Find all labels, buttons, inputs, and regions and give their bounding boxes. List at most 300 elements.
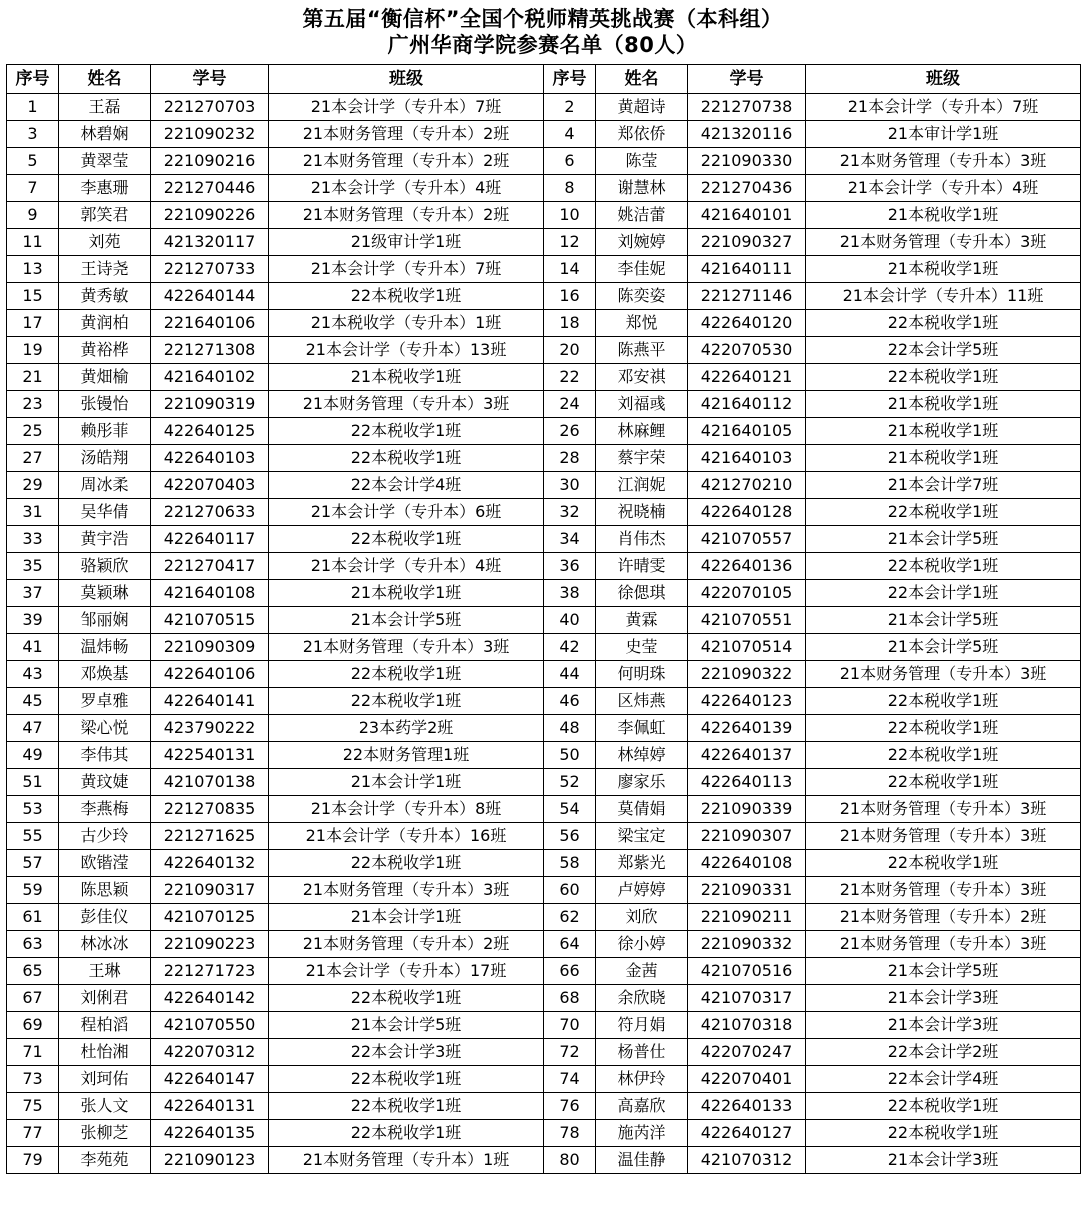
cell-name-right: 陈奕姿 — [596, 283, 688, 310]
table-row — [7, 688, 1081, 715]
cell-studentid-right: 422070105 — [688, 580, 806, 607]
cell-seq-left: 79 — [7, 1147, 59, 1174]
cell-seq-right: 44 — [544, 661, 596, 688]
table-row — [7, 634, 1081, 661]
cell-name-left: 程柏滔 — [59, 1012, 151, 1039]
cell-studentid-left: 421070125 — [151, 904, 269, 931]
cell-seq-right: 18 — [544, 310, 596, 337]
cell-name-left: 梁心悦 — [59, 715, 151, 742]
cell-name-right: 余欣晓 — [596, 985, 688, 1012]
table-row — [7, 904, 1081, 931]
cell-class-right: 21本会计学3班 — [806, 1147, 1081, 1174]
cell-name-left: 赖彤菲 — [59, 418, 151, 445]
cell-class-right: 22本税收学1班 — [806, 1120, 1081, 1147]
cell-seq-right: 68 — [544, 985, 596, 1012]
cell-studentid-right: 221270738 — [688, 94, 806, 121]
cell-seq-left: 59 — [7, 877, 59, 904]
cell-name-left: 欧锴滢 — [59, 850, 151, 877]
table-row — [7, 121, 1081, 148]
cell-seq-left: 39 — [7, 607, 59, 634]
cell-studentid-left: 221270446 — [151, 175, 269, 202]
cell-studentid-right: 221090211 — [688, 904, 806, 931]
cell-seq-right: 32 — [544, 499, 596, 526]
cell-class-left: 21本会计学（专升本）16班 — [269, 823, 544, 850]
cell-name-left: 邹丽娴 — [59, 607, 151, 634]
cell-name-left: 彭佳仪 — [59, 904, 151, 931]
table-row — [7, 445, 1081, 472]
cell-class-right: 22本会计学5班 — [806, 337, 1081, 364]
cell-class-left: 21本税收学1班 — [269, 580, 544, 607]
cell-studentid-left: 221090317 — [151, 877, 269, 904]
cell-class-right: 21本会计学5班 — [806, 634, 1081, 661]
cell-studentid-left: 221270703 — [151, 94, 269, 121]
table-row — [7, 931, 1081, 958]
cell-studentid-left: 422640117 — [151, 526, 269, 553]
cell-name-right: 陈燕平 — [596, 337, 688, 364]
cell-seq-right: 70 — [544, 1012, 596, 1039]
cell-name-right: 施芮洋 — [596, 1120, 688, 1147]
cell-studentid-left: 422640125 — [151, 418, 269, 445]
cell-name-left: 黄畑榆 — [59, 364, 151, 391]
cell-name-right: 祝晓楠 — [596, 499, 688, 526]
cell-studentid-left: 422070312 — [151, 1039, 269, 1066]
cell-studentid-left: 221090232 — [151, 121, 269, 148]
cell-class-right: 21本税收学1班 — [806, 202, 1081, 229]
cell-studentid-left: 421070138 — [151, 769, 269, 796]
cell-name-right: 黄霖 — [596, 607, 688, 634]
cell-name-left: 林碧娴 — [59, 121, 151, 148]
cell-studentid-left: 221270417 — [151, 553, 269, 580]
table-row — [7, 1120, 1081, 1147]
cell-seq-left: 53 — [7, 796, 59, 823]
cell-class-right: 21本税收学1班 — [806, 256, 1081, 283]
cell-class-left: 21本会计学5班 — [269, 1012, 544, 1039]
cell-studentid-right: 422070401 — [688, 1066, 806, 1093]
cell-seq-left: 47 — [7, 715, 59, 742]
table-row — [7, 391, 1081, 418]
cell-seq-left: 71 — [7, 1039, 59, 1066]
cell-seq-left: 3 — [7, 121, 59, 148]
cell-studentid-left: 422640141 — [151, 688, 269, 715]
cell-class-left: 22本税收学1班 — [269, 661, 544, 688]
cell-name-right: 谢慧林 — [596, 175, 688, 202]
cell-class-left: 21本会计学1班 — [269, 904, 544, 931]
cell-class-right: 22本税收学1班 — [806, 715, 1081, 742]
cell-studentid-right: 422640127 — [688, 1120, 806, 1147]
cell-name-right: 徐偲琪 — [596, 580, 688, 607]
cell-name-right: 梁宝定 — [596, 823, 688, 850]
table-header-row — [7, 65, 1081, 94]
cell-studentid-left: 221090309 — [151, 634, 269, 661]
cell-studentid-left: 221270633 — [151, 499, 269, 526]
cell-class-right: 22本税收学1班 — [806, 1093, 1081, 1120]
cell-studentid-right: 421640105 — [688, 418, 806, 445]
column-header-class-right: 班级 — [806, 65, 1081, 94]
cell-seq-left: 21 — [7, 364, 59, 391]
cell-class-left: 21级审计学1班 — [269, 229, 544, 256]
cell-class-right: 21本财务管理（专升本）3班 — [806, 823, 1081, 850]
table-row — [7, 850, 1081, 877]
cell-name-left: 陈思颖 — [59, 877, 151, 904]
cell-seq-left: 9 — [7, 202, 59, 229]
table-row — [7, 1039, 1081, 1066]
cell-name-right: 刘福彧 — [596, 391, 688, 418]
cell-studentid-left: 421320117 — [151, 229, 269, 256]
cell-studentid-left: 422640132 — [151, 850, 269, 877]
cell-seq-right: 4 — [544, 121, 596, 148]
cell-studentid-right: 421640101 — [688, 202, 806, 229]
cell-class-left: 21本财务管理（专升本）3班 — [269, 634, 544, 661]
cell-name-right: 李佳妮 — [596, 256, 688, 283]
cell-class-left: 21本财务管理（专升本）2班 — [269, 148, 544, 175]
table-row — [7, 94, 1081, 121]
cell-studentid-left: 221090319 — [151, 391, 269, 418]
cell-studentid-right: 421070318 — [688, 1012, 806, 1039]
cell-class-right: 22本税收学1班 — [806, 688, 1081, 715]
cell-name-left: 刘苑 — [59, 229, 151, 256]
cell-class-right: 21本会计学（专升本）11班 — [806, 283, 1081, 310]
cell-studentid-left: 221090223 — [151, 931, 269, 958]
cell-seq-left: 11 — [7, 229, 59, 256]
cell-name-right: 许晴雯 — [596, 553, 688, 580]
table-row — [7, 769, 1081, 796]
table-row — [7, 1147, 1081, 1174]
cell-name-right: 刘婉婷 — [596, 229, 688, 256]
cell-class-right: 21本税收学1班 — [806, 418, 1081, 445]
cell-studentid-left: 422640135 — [151, 1120, 269, 1147]
cell-seq-right: 8 — [544, 175, 596, 202]
cell-class-right: 21本财务管理（专升本）3班 — [806, 148, 1081, 175]
cell-studentid-right: 221271146 — [688, 283, 806, 310]
cell-name-right: 温佳静 — [596, 1147, 688, 1174]
cell-name-right: 郑紫光 — [596, 850, 688, 877]
cell-class-left: 21本会计学（专升本）8班 — [269, 796, 544, 823]
cell-name-right: 郑依侨 — [596, 121, 688, 148]
table-row — [7, 796, 1081, 823]
cell-seq-right: 24 — [544, 391, 596, 418]
cell-studentid-right: 421640103 — [688, 445, 806, 472]
cell-studentid-right: 421070514 — [688, 634, 806, 661]
cell-name-right: 邓安祺 — [596, 364, 688, 391]
cell-seq-left: 43 — [7, 661, 59, 688]
cell-seq-right: 50 — [544, 742, 596, 769]
cell-studentid-left: 422640103 — [151, 445, 269, 472]
cell-studentid-right: 221090327 — [688, 229, 806, 256]
cell-class-left: 23本药学2班 — [269, 715, 544, 742]
cell-name-left: 莫颖琳 — [59, 580, 151, 607]
column-header-class-left: 班级 — [269, 65, 544, 94]
cell-studentid-right: 422070530 — [688, 337, 806, 364]
table-row — [7, 1093, 1081, 1120]
table-row — [7, 202, 1081, 229]
cell-seq-left: 27 — [7, 445, 59, 472]
cell-name-left: 古少玲 — [59, 823, 151, 850]
cell-class-right: 21本会计学（专升本）4班 — [806, 175, 1081, 202]
cell-name-right: 姚洁蕾 — [596, 202, 688, 229]
participant-roster-table — [6, 64, 1081, 1174]
cell-class-left: 21本财务管理（专升本）1班 — [269, 1147, 544, 1174]
cell-seq-right: 28 — [544, 445, 596, 472]
cell-class-right: 21本税收学1班 — [806, 445, 1081, 472]
cell-seq-left: 49 — [7, 742, 59, 769]
cell-seq-right: 38 — [544, 580, 596, 607]
cell-studentid-left: 221270733 — [151, 256, 269, 283]
cell-studentid-right: 422640123 — [688, 688, 806, 715]
cell-seq-right: 60 — [544, 877, 596, 904]
table-row — [7, 148, 1081, 175]
cell-studentid-right: 422640108 — [688, 850, 806, 877]
cell-seq-right: 58 — [544, 850, 596, 877]
cell-name-left: 周冰柔 — [59, 472, 151, 499]
cell-studentid-left: 422640142 — [151, 985, 269, 1012]
cell-name-left: 李惠珊 — [59, 175, 151, 202]
cell-seq-right: 36 — [544, 553, 596, 580]
cell-name-right: 陈莹 — [596, 148, 688, 175]
document-title-block — [6, 6, 1079, 58]
cell-seq-right: 72 — [544, 1039, 596, 1066]
table-row — [7, 877, 1081, 904]
cell-name-left: 张镘怡 — [59, 391, 151, 418]
cell-seq-left: 23 — [7, 391, 59, 418]
cell-studentid-left: 221271723 — [151, 958, 269, 985]
cell-studentid-right: 221090339 — [688, 796, 806, 823]
cell-class-right: 21本会计学（专升本）7班 — [806, 94, 1081, 121]
cell-name-left: 郭笑君 — [59, 202, 151, 229]
table-row — [7, 715, 1081, 742]
cell-seq-right: 26 — [544, 418, 596, 445]
cell-name-right: 林麻鲤 — [596, 418, 688, 445]
cell-name-right: 莫倩娟 — [596, 796, 688, 823]
cell-studentid-right: 422070247 — [688, 1039, 806, 1066]
cell-class-left: 22本财务管理1班 — [269, 742, 544, 769]
cell-class-right: 22本税收学1班 — [806, 850, 1081, 877]
cell-class-right: 21本财务管理（专升本）3班 — [806, 229, 1081, 256]
table-row — [7, 310, 1081, 337]
cell-name-left: 林冰冰 — [59, 931, 151, 958]
cell-seq-left: 61 — [7, 904, 59, 931]
cell-class-right: 22本会计学2班 — [806, 1039, 1081, 1066]
cell-class-right: 22本税收学1班 — [806, 553, 1081, 580]
cell-seq-left: 63 — [7, 931, 59, 958]
cell-name-left: 李伟其 — [59, 742, 151, 769]
cell-seq-left: 17 — [7, 310, 59, 337]
cell-studentid-right: 422640136 — [688, 553, 806, 580]
cell-studentid-right: 421070317 — [688, 985, 806, 1012]
cell-studentid-right: 421070516 — [688, 958, 806, 985]
cell-class-left: 22本税收学1班 — [269, 526, 544, 553]
cell-seq-left: 55 — [7, 823, 59, 850]
cell-seq-right: 2 — [544, 94, 596, 121]
table-row — [7, 229, 1081, 256]
cell-seq-right: 10 — [544, 202, 596, 229]
cell-class-left: 22本税收学1班 — [269, 283, 544, 310]
cell-class-left: 22本税收学1班 — [269, 1120, 544, 1147]
cell-class-left: 21本会计学（专升本）4班 — [269, 553, 544, 580]
cell-name-right: 肖伟杰 — [596, 526, 688, 553]
cell-class-right: 21本财务管理（专升本）3班 — [806, 661, 1081, 688]
cell-class-left: 21本会计学（专升本）13班 — [269, 337, 544, 364]
cell-seq-right: 6 — [544, 148, 596, 175]
cell-class-right: 21本财务管理（专升本）3班 — [806, 931, 1081, 958]
cell-class-left: 21本财务管理（专升本）3班 — [269, 391, 544, 418]
table-row — [7, 526, 1081, 553]
cell-studentid-right: 421070312 — [688, 1147, 806, 1174]
cell-seq-right: 12 — [544, 229, 596, 256]
cell-seq-right: 62 — [544, 904, 596, 931]
cell-studentid-left: 221090216 — [151, 148, 269, 175]
cell-studentid-right: 421640112 — [688, 391, 806, 418]
cell-studentid-left: 421070515 — [151, 607, 269, 634]
cell-seq-right: 46 — [544, 688, 596, 715]
cell-studentid-left: 421640108 — [151, 580, 269, 607]
cell-studentid-left: 421070550 — [151, 1012, 269, 1039]
cell-seq-left: 69 — [7, 1012, 59, 1039]
page-subtitle: 广州华商学院参赛名单（80人） — [387, 33, 698, 57]
table-row — [7, 283, 1081, 310]
cell-class-right: 21本会计学7班 — [806, 472, 1081, 499]
cell-seq-left: 77 — [7, 1120, 59, 1147]
cell-studentid-left: 422540131 — [151, 742, 269, 769]
cell-name-left: 李苑苑 — [59, 1147, 151, 1174]
cell-studentid-right: 422640137 — [688, 742, 806, 769]
column-header-name-left: 姓名 — [59, 65, 151, 94]
cell-class-right: 22本税收学1班 — [806, 769, 1081, 796]
cell-studentid-right: 422640128 — [688, 499, 806, 526]
cell-studentid-left: 221090226 — [151, 202, 269, 229]
cell-seq-left: 35 — [7, 553, 59, 580]
cell-studentid-left: 422640131 — [151, 1093, 269, 1120]
cell-seq-left: 51 — [7, 769, 59, 796]
cell-class-left: 22本税收学1班 — [269, 1093, 544, 1120]
cell-class-left: 21本财务管理（专升本）2班 — [269, 931, 544, 958]
cell-name-left: 王磊 — [59, 94, 151, 121]
cell-class-left: 21本税收学1班 — [269, 364, 544, 391]
table-row — [7, 364, 1081, 391]
cell-class-right: 21本会计学5班 — [806, 607, 1081, 634]
cell-name-left: 黄玟婕 — [59, 769, 151, 796]
cell-studentid-left: 423790222 — [151, 715, 269, 742]
cell-name-right: 廖家乐 — [596, 769, 688, 796]
cell-class-left: 21本会计学（专升本）7班 — [269, 256, 544, 283]
cell-seq-right: 20 — [544, 337, 596, 364]
table-row — [7, 337, 1081, 364]
cell-name-right: 杨普仕 — [596, 1039, 688, 1066]
table-row — [7, 256, 1081, 283]
cell-class-left: 22本会计学4班 — [269, 472, 544, 499]
cell-studentid-left: 422640106 — [151, 661, 269, 688]
cell-class-right: 21本审计学1班 — [806, 121, 1081, 148]
cell-name-left: 李燕梅 — [59, 796, 151, 823]
cell-name-right: 何明珠 — [596, 661, 688, 688]
cell-studentid-right: 221090322 — [688, 661, 806, 688]
table-row — [7, 175, 1081, 202]
cell-studentid-right: 422640120 — [688, 310, 806, 337]
cell-seq-right: 64 — [544, 931, 596, 958]
cell-seq-left: 57 — [7, 850, 59, 877]
cell-seq-right: 34 — [544, 526, 596, 553]
table-row — [7, 499, 1081, 526]
cell-name-left: 罗卓雅 — [59, 688, 151, 715]
cell-seq-right: 40 — [544, 607, 596, 634]
cell-name-left: 张柳芝 — [59, 1120, 151, 1147]
cell-class-left: 21本财务管理（专升本）3班 — [269, 877, 544, 904]
cell-studentid-right: 421320116 — [688, 121, 806, 148]
cell-class-right: 22本税收学1班 — [806, 364, 1081, 391]
cell-name-left: 骆颖欣 — [59, 553, 151, 580]
cell-studentid-right: 422640113 — [688, 769, 806, 796]
cell-seq-left: 75 — [7, 1093, 59, 1120]
cell-seq-left: 73 — [7, 1066, 59, 1093]
cell-name-left: 黄宇浩 — [59, 526, 151, 553]
cell-seq-left: 19 — [7, 337, 59, 364]
cell-studentid-left: 422070403 — [151, 472, 269, 499]
cell-name-right: 史莹 — [596, 634, 688, 661]
cell-studentid-right: 422640121 — [688, 364, 806, 391]
cell-studentid-left: 221090123 — [151, 1147, 269, 1174]
cell-name-right: 林伊玲 — [596, 1066, 688, 1093]
cell-seq-left: 29 — [7, 472, 59, 499]
cell-class-left: 22本税收学1班 — [269, 1066, 544, 1093]
cell-name-right: 江润妮 — [596, 472, 688, 499]
cell-name-right: 区炜燕 — [596, 688, 688, 715]
table-row — [7, 661, 1081, 688]
cell-class-right: 22本会计学1班 — [806, 580, 1081, 607]
cell-seq-right: 48 — [544, 715, 596, 742]
cell-studentid-right: 421070557 — [688, 526, 806, 553]
cell-name-right: 林绰婷 — [596, 742, 688, 769]
cell-class-right: 21本会计学3班 — [806, 1012, 1081, 1039]
cell-seq-left: 7 — [7, 175, 59, 202]
cell-seq-left: 45 — [7, 688, 59, 715]
cell-class-right: 21本财务管理（专升本）2班 — [806, 904, 1081, 931]
cell-name-right: 李佩虹 — [596, 715, 688, 742]
cell-name-left: 黄翠莹 — [59, 148, 151, 175]
cell-class-left: 21本财务管理（专升本）2班 — [269, 121, 544, 148]
cell-class-left: 21本会计学（专升本）7班 — [269, 94, 544, 121]
cell-name-left: 吴华倩 — [59, 499, 151, 526]
cell-name-right: 郑悦 — [596, 310, 688, 337]
cell-name-right: 蔡宇荣 — [596, 445, 688, 472]
table-row — [7, 958, 1081, 985]
cell-name-left: 黄裕桦 — [59, 337, 151, 364]
cell-class-left: 22本税收学1班 — [269, 445, 544, 472]
cell-name-left: 黄秀敏 — [59, 283, 151, 310]
cell-seq-left: 31 — [7, 499, 59, 526]
cell-class-left: 21本会计学（专升本）17班 — [269, 958, 544, 985]
cell-class-right: 21本会计学5班 — [806, 958, 1081, 985]
cell-seq-right: 76 — [544, 1093, 596, 1120]
cell-studentid-right: 422640133 — [688, 1093, 806, 1120]
cell-class-right: 21本财务管理（专升本）3班 — [806, 877, 1081, 904]
cell-seq-left: 5 — [7, 148, 59, 175]
cell-name-left: 刘俐君 — [59, 985, 151, 1012]
cell-class-left: 21本会计学5班 — [269, 607, 544, 634]
cell-seq-right: 16 — [544, 283, 596, 310]
cell-studentid-right: 421270210 — [688, 472, 806, 499]
cell-class-right: 21本税收学1班 — [806, 391, 1081, 418]
cell-name-left: 汤皓翔 — [59, 445, 151, 472]
cell-seq-left: 1 — [7, 94, 59, 121]
cell-class-left: 22本税收学1班 — [269, 418, 544, 445]
cell-seq-right: 52 — [544, 769, 596, 796]
table-row — [7, 607, 1081, 634]
cell-name-right: 符月娟 — [596, 1012, 688, 1039]
cell-studentid-right: 221270436 — [688, 175, 806, 202]
cell-studentid-right: 221090330 — [688, 148, 806, 175]
cell-studentid-right: 422640139 — [688, 715, 806, 742]
cell-studentid-right: 421640111 — [688, 256, 806, 283]
cell-seq-left: 41 — [7, 634, 59, 661]
